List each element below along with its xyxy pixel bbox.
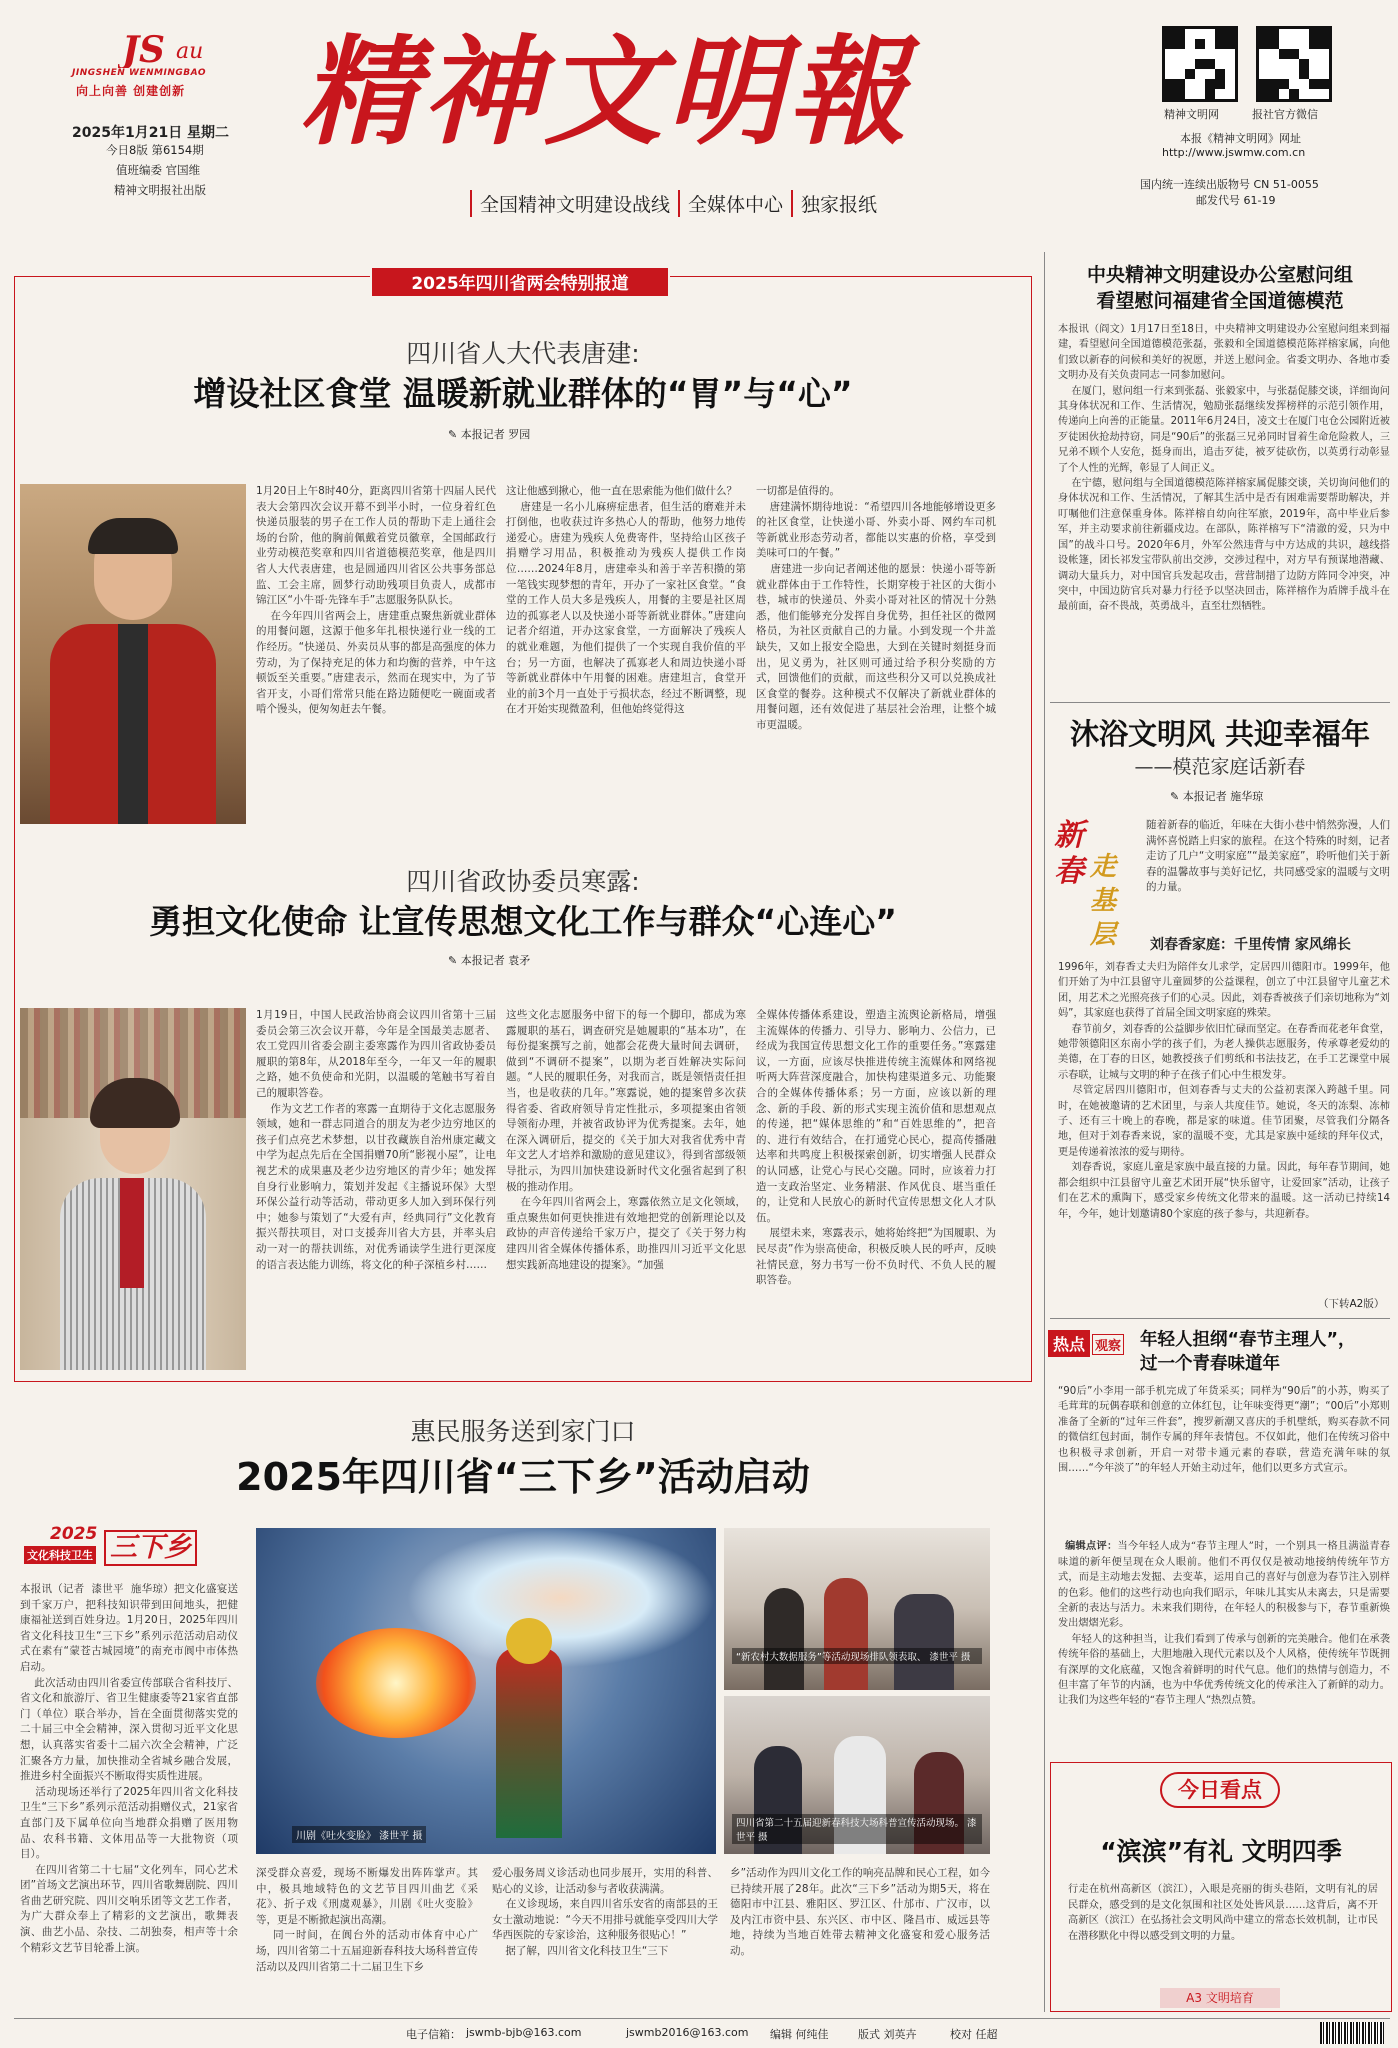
- footer-rule: [14, 2018, 1390, 2019]
- divider: [1050, 702, 1390, 703]
- email-label: 电子信箱：: [406, 2028, 461, 2041]
- logo-line2: 走基层: [1090, 852, 1117, 950]
- jump-note: （下转A2版）: [1318, 1298, 1385, 1310]
- masthead: [0, 0, 1398, 218]
- svg-text:au: au: [176, 39, 204, 64]
- article3-col1: 本报讯（记者 漆世平 施华琼）把文化盛宴送到千家万户，把科技知识带到田间地头，把健康福祉送到百姓身边。1月20日，2025年四川省文化科技卫生“三下乡”系列示范活动启动仪式在素有“蒙苍古城园境”的南充市阆中市体热启动。 此次活动由四川省委宣传部联合省科技厅、省文化和旅游厅、省卫生健康委等21家省直部门（单位）联合举办，旨在全面贯彻落实党的二十届三中全会精神，深入贯彻习近平文化思想，认真落实省委十二届六次全会精神，广泛汇聚各方力量，加快推动全省城乡融合发展，推进乡村全面振兴不断取得实质性进展。 活动现场还举行了2025年四川省文化科技卫生“三下乡”系列示范活动捐赠仪式，21家省直部门及下属单位向当地群众捐赠了医用物品、农科书籍、文体用品等一大批物资（项目）。 在四川省第二十七届“文化列车，同心艺术团”首场文艺演出环节，四川省歌舞剧院、四川省曲艺研究院、四川交响乐团等文艺工作者，为广大群众奉上了精彩的文艺演出，歌舞表演、曲艺小品、杂技、二胡独奏，相声等十余个精彩文艺节目轮番上演。: [20, 1583, 238, 1954]
- comment-label: 编辑点评：: [1065, 1540, 1118, 1553]
- article3-col3: 爱心服务周义诊活动也同步展开，实用的科普、贴心的义诊，让活动参与者收获满满。 在义诊现场，来自四川省乐安省的南部县的王女士激动地说：“今天不用排号就能享受四川大学华西医院的专家诊治，这种服务很贴心！” 据了解，四川省文化科技卫生“三下: [492, 1867, 718, 1957]
- logo-pinyin: JINGSHEN WENMINGBAO: [72, 68, 206, 78]
- article3-photo-main: [256, 1528, 716, 1854]
- right-top-headline: 中央精神文明建设办公室慰问组 看望慰问福建省全国道德模范: [1086, 264, 1353, 312]
- article2-kicker: 四川省政协委员寒露:: [406, 867, 640, 896]
- today-link[interactable]: A3 文明培育: [1160, 1988, 1280, 2008]
- article1-photo: [20, 484, 246, 824]
- right-hot-body: “90后”小李用一部手机完成了年货采买；同样为“90后”的小苏，购买了毛茸茸的玩偶春联和创意的立体红包，让年味变得更“潮”；“00后”小郑则准备了全新的“过年三件套”，搜罗新潮又喜庆的手机壁纸，购买春款不同的微信红包封面，制作专属的拜年表情包。不仅如此，他们在传统习俗中也积极寻求创新，开启一对带卡通元素的春联，营造充满年味的氛围……“今年淡了”的年轻人开始主动过年，他们以更多方式宣示。: [1058, 1386, 1390, 1475]
- article2-headline: 勇担文化使命 让宣传思想文化工作与群众“心连心”: [149, 902, 897, 941]
- email-1[interactable]: jswmb-bjb@163.com: [466, 2026, 582, 2039]
- right-hot-headline: 年轻人担纲“春节主理人”， 过一个青春味道年: [1140, 1330, 1356, 1374]
- article2-col1: 1月19日，中国人民政治协商会议四川省第十三届委员会第三次会议开幕，今年是全国最美志愿者、农工党四川省委会副主委寒露作为四川省政协委员履职的第8年，从2018年至今，一年又一年的履职之路，她不负使命和光阴，以温暖的笔触书写着自己的履职答卷。 作为文艺工作者的寒露一直期待于文化志愿服务领域，她和一群志同道合的朋友为老少边穷地区的孩子们点亮艺术梦想，以甘孜藏族自治州康定藏文中学为起点先后在全国捐赠70所“影视小屋”，让电视艺术的成果惠及老少边穷地区的青少年；她发挥自身行业影响力，策划并发起《主播说环保》大型环保公益行动等活动，带动更多人加入到环保行列中；她参与策划了“大爱有声，经典同行”文化教育振兴帮扶项目，对口支援奔川省大方县，并率头启动一对一的帮扶训练，对优秀诵读学生进行更深度的语言表达能力训练，将文化的种子深植乡村……: [256, 1009, 496, 1271]
- new-spring-logo: [1054, 818, 1142, 950]
- editor-on-duty: 值班编委 官国维: [116, 163, 201, 177]
- right-mid-body: 1996年，刘春香丈夫归为陪伴女儿求学，定居四川德阳市。1999年，他们开始了为中江县留守儿童圆梦的公益课程，创立了中江县留守儿童艺术团，用艺术之光照亮孩子们的心灵。因此，刘春香被孩子们亲切地称为“刘妈”，其家庭也获得了首届全国文明家庭的殊荣。 春节前夕，刘春香的公益脚步依旧忙碌而坚定。在春香而花老年食堂，她带领德阳区东南小学的孩子们，为老人操供志愿服务，传承尊老爱幼的美德，在丁春的日区，她教授孩子们剪纸和书法技艺，在手工艺课堂中展示春联，让城与文明的种子在孩子们心中生根发芽。 尽管定居四川德阳市，但刘春香与丈夫的公益初衷深入跨越千里。同时，在她被邀请的艺术团里，与亲人共度佳节。她说，冬天的冻梨、冻柿子、还有三十晚上的春晚，都是家的味道。佳节团聚，尽管我们分隔各地，但对于刘春香来说，家的温暖不变，尤其是家族中延续的拜年仪式，更是传递着浓浓的爱与期待。 刘春香说，家庭儿童是家族中最直接的力量。因此，每年春节期间，她都会组织中江县留守儿童艺术团开展“快乐留守，让爱回家”活动，让孩子们在艺术的熏陶下，感受家乡传统文化带来的温暖。这一活动已持续14年，今年，她计划邀请80个家庭的孩子参与，共迎新春。: [1058, 962, 1390, 1220]
- column-divider: [1044, 252, 1045, 2012]
- right-hot-comment: [1058, 1524, 1390, 1752]
- issue-date: 2025年1月21日 星期二: [72, 125, 230, 141]
- photo-caption-top: “新农村大数据服务”等活动现场排队领表取、 漆世平 摄: [732, 1648, 982, 1664]
- qr-code-icon: [1165, 29, 1235, 99]
- article1-col3: 一切都是值得的。 唐建满怀期待地说：“希望四川各地能够增设更多的社区食堂，让快递小哥、外卖小哥、网约车司机等新就业形态劳动者，都能以实惠的价格，享受到美味可口的午餐。” 唐建进一步向记者阐述他的愿景：快递小哥等新就业群体由于工作特性，长期穿梭于社区的大街小巷，城市的快递员、外卖小哥对社区的情况十分熟悉，他们能够充分发挥自身优势，担任社区的微网格员，为社区贡献自己的力量。小到发现一个井盖缺失，又如上报安全隐患，大到在关键时刻挺身而出，见义勇为，社区则可通过给予积分奖励的方式，回馈他们的贡献，而这些积分又可以兑换成社区食堂的餐券。这种模式不仅解决了新就业群体的用餐问题，还有效促进了基层社会治理，让整个城市更温暖。: [756, 485, 996, 731]
- email-2[interactable]: jswmb2016@163.com: [626, 2026, 749, 2039]
- article3-photo-bottom: [724, 1696, 990, 1854]
- footer-layout: 版式 刘英卉: [858, 2028, 917, 2041]
- sanxiaxiang-logo: [20, 1524, 200, 1570]
- today-label: 今日看点: [1160, 1772, 1280, 1808]
- issue-edition: 今日8版 第6154期: [106, 143, 204, 157]
- family-title: 刘春香家庭：千里传情 家风绵长: [1150, 937, 1351, 953]
- right-mid-headline: 沐浴文明风 共迎幸福年: [1069, 717, 1371, 751]
- article3-col2: 深受群众喜爱，现场不断爆发出阵阵掌声。其中，极具地域特色的文艺节目四川曲艺《采花》、折子戏《刑虞观暴》，川剧《吐火变脸》等，更是不断掀起演出高潮。 同一时间，在阆台外的活动市体育中心广场，四川省第二十五届迎新春科技大场科普宣传活动以及四川省第二十二届卫生下乡: [256, 1867, 478, 1973]
- article3-col4: 乡”活动作为四川文化工作的响亮品牌和民心工程，如今已持续开展了28年。此次“三下乡”活动为期5天，将在德阳市中江县、雅阳区、罗江区、什邡市、广汉市，以及内江市资中县、东兴区、市中区、隆昌市、威远县等地，持续为当地百姓带去精神文化盛宴和爱心服务活动。: [730, 1867, 990, 1957]
- svg-text:JS: JS: [122, 29, 166, 68]
- nav-item-exclusive[interactable]: 独家报纸: [791, 190, 885, 217]
- qr-code-wechat[interactable]: [1256, 26, 1332, 102]
- photo-caption-bottom: 四川省第二十五届迎新春科技大场科普宣传活动现场。 漆世平 摄: [732, 1814, 982, 1844]
- article3-kicker: 惠民服务送到家门口: [410, 1417, 636, 1446]
- logo-sub: 文化科技卫生: [24, 1546, 96, 1564]
- article1-col1: 1月20日上午8时40分，距离四川省第十四届人民代表大会第四次会议开幕不到半小时，一位身着红色快递员服装的男子在工作人员的帮助下走上通往会场的台阶，他的胸前佩戴着党员徽章，全国邮政行业劳动模范奖章和四川省道德模范奖章，他是四川省人大代表唐建，也是圆通四川省区公共事务部总监、工会主席，圆梦行动助残项目负责人，成都市锦江区“小牛哥·先锋车手”志愿服务队队长。 在今年四川省两会上，唐建重点聚焦新就业群体的用餐问题，这源于他多年扎根快递行业一线的工作经历。“快递员、外卖员从事的都是高强度的体力劳动，为了保持充足的体力和均衡的营养，中午这顿饭至关重要。”唐建表示，然而在现实中，为了节省开支，小哥们常常只能在路边随便吃一碗面或者啃个馒头，便匆匆赶去午餐。: [256, 485, 496, 716]
- hot-badge: [1048, 1330, 1132, 1360]
- newspaper-logo: [72, 28, 262, 104]
- article1-col2: 这让他感到揪心，他一直在思索能为他们做什么？ 唐建是一名小儿麻痹症患者，但生活的磨难并未打倒他，也收获过许多热心人的帮助，他努力地传递爱心。唐建为残疾人免费寄件，坚持给山区孩子捐赠学习用品，积极推动为残疾人提供工作岗位……2024年8月，唐建牵头和善于辛苦积攒的第一笔钱实现梦想的青年，开办了一家社区食堂。“食堂的工作人员大多是残疾人，用餐的主要是社区周边的孤寡老人以及快递小哥等新就业群体。”唐建向记者介绍道，开办这家食堂，一方面解决了残疾人的就业难题，为他们提供了一个实现自我价值的平台；另一方面，也解决了孤寡老人和周边快递小哥等新就业群体中午用餐的困难。唐建坦言，食堂开业的前3个月一直处于亏损状态，经过不断调整，现在才开始实现微盈利，但他始终觉得这: [506, 485, 746, 716]
- article2-photo: [20, 1008, 246, 1370]
- divider: [1050, 1318, 1390, 1319]
- pen-icon: ✎: [448, 954, 458, 967]
- hot-badge-2: 观察: [1092, 1334, 1124, 1355]
- footer: [0, 2026, 1398, 2042]
- publisher: 精神文明报社出版: [114, 183, 206, 197]
- cn-number: 国内统一连续出版物号 CN 51-0055: [1140, 178, 1319, 191]
- logo-slogan: 向上向善 创建创新: [76, 84, 186, 98]
- right-top-body: 本报讯（阎文）1月17日至18日，中央精神文明建设办公室慰问组来到福建，看望慰问全国道德模范张磊，张毅和全国道德模范陈祥榕家属，向他们致以新春的问候和美好的祝愿，并送上慰问金。省委文明办、各地市委文明办及有关负责同志一同参加慰问。 在厦门，慰问组一行来到张磊、张毅家中，与张磊促膝交谈，详细询问其身体状况和工作、生活情况，勉励张磊继续发挥榜样的示范引领作用，传递向上向善的正能量。2011年6月24日，凌文士在厦门屯仓公园附近被歹徒困伙抢劫持窃，同是“90后”的张磊三兄弟同时冒着生命危险救人，三兄弟不顾个人安危，挺身而出，追击歹徒，被歹徒砍伤，以英勇行动彰显了个人性的光辉，彰显了人间正义。 在宁德，慰问组与全国道德模范陈祥榕家属促膝交谈，关切询问他们的身体状况和工作、生活情况，了解其生活中是否有困难需要帮助解决，并叮嘱他们注意保重身体。陈祥榕自幼向往军旅，2019年，高中毕业后参军，并主动要求前往新疆戍边。在部队，陈祥榕写下“清澈的爱，只为中国”的战斗口号。2020年6月，外军公然违背与中方达成的共识，越线搭设帐篷，团长祁发宝带队前出交涉，交涉过程中，对方早有预谋地潜藏、调动大量兵力，对中国官兵发起攻击，营营制措了边防方阵同令冲突，冲突中，中国边防官兵对暴力行径予以坚决回击，陈祥榕作为盾牌手战斗在最前面，奋不畏战，英勇战斗，直至壮烈牺牲。: [1058, 324, 1390, 613]
- pen-icon: ✎: [448, 428, 458, 441]
- article3-photo-top: [724, 1528, 990, 1690]
- comment-text: 当今年轻人成为“春节主理人”时，一个别具一格且满溢青春味道的新年便呈现在众人眼前。他们不再仅仅是被动地接纳传统年节方式，而是主动地去发掘、去变革，运用自己的喜好与创意为春节注入别样的色彩。他们的这些行动也向我们昭示，年味儿其实从未离去，只是需要全新的表达与活力。未来我们期待，在年轻人的积极参与下，春节重新焕发出熠熠光彩。 年轻人的这种担当，让我们看到了传承与创新的完美融合。他们在承袭传统年俗的基础上，大胆地融入现代元素以及个人风格，使传统年节既拥有深厚的文化底蕴，又饱含着鲜明的时代气息。他们的热情与创造力，不但丰富了年节的内涵，也为中华优秀传统文化的传承注入了新鲜的动力。让我们为这些年轻的“春节主理人”热烈点赞。: [1058, 1541, 1390, 1707]
- right-mid-byline: ✎ 本报记者 施华琼: [1170, 790, 1264, 803]
- site-label: 本报《精神文明网》网址: [1180, 132, 1301, 145]
- site-url[interactable]: http://www.jswmw.com.cn: [1162, 146, 1306, 159]
- article1-headline: 增设社区食堂 温暖新就业群体的“胃”与“心”: [193, 374, 853, 413]
- logo-line1: 新春: [1054, 818, 1084, 889]
- photo-caption-main: 川剧《吐火变脸》 漆世平 摄: [292, 1826, 426, 1843]
- article2-col2: 这些文化志愿服务中留下的每一个脚印，都成为寒露履职的基石，调查研究是她履职的“基本功”，在每份提案撰写之前，她都会花费大量时间去调研，做到“不调研不提案”，以期为老百姓解决实际问题。“人民的履职任务，对我而言，既是领悟责任担当，也是收获的几年。”寒露说，她的提案曾多次获得省委、省政府领导肯定性批示，多项提案由省领导领衔办理，并被省政协评为优秀提案。去年，她在深入调研后，提交的《关于加大对我省优秀中青年文艺人才培养和激励的意见建议》，得到省部级领导批示，为四川加快建设新时代文化强省起到了积极的推动作用。 在今年四川省两会上，寒露依然立足文化领域，重点聚焦如何更快推进有效地把党的创新理论以及政协的声音传递给千家万户，提交了《关于努力构建四川省全媒体传播体系，助推四川习近平文化思想实践新高地建设的提案》。“加强: [506, 1009, 746, 1271]
- footer-proof: 校对 任超: [950, 2028, 998, 2041]
- article1-kicker: 四川省人大代表唐建:: [406, 339, 640, 368]
- barcode: [1320, 2022, 1384, 2044]
- today-headline: “滨滨”有礼 文明四季: [1100, 1837, 1342, 1866]
- masthead-nav: [470, 190, 885, 217]
- special-banner: 2025年四川省两会特别报道: [370, 266, 670, 298]
- qr2-label: 报社官方微信: [1252, 108, 1318, 121]
- qr-code-website[interactable]: [1162, 26, 1238, 102]
- logo-year: 2025: [50, 1524, 98, 1544]
- newspaper-title: 精神文明報: [300, 22, 911, 161]
- hot-badge-1: 热点: [1048, 1330, 1090, 1357]
- right-mid-subhead: ——模范家庭话新春: [1134, 756, 1306, 778]
- nav-item-media[interactable]: 全媒体中心: [678, 190, 791, 217]
- nav-item-network[interactable]: 全国精神文明建设战线: [470, 190, 678, 217]
- today-body: 行走在杭州高新区（滨江），入眼是亮丽的街头巷陌，文明有礼的居民群众，感受到的是文化氛围和社区处处皆风景……这背后，离不开高新区（滨江）在弘扬社会文明风尚中建立的常态长效机制，让市民在潜移默化中得以感受到文明的力量。: [1068, 1884, 1378, 1942]
- footer-editor: 编辑 何纯佳: [770, 2028, 829, 2041]
- postal-code: 邮发代号 61-19: [1196, 194, 1276, 207]
- right-mid-intro: 随着新春的临近，年味在大街小巷中悄然弥漫，人们满怀喜悦踏上归家的旅程。在这个特殊的时刻，记者走访了几户“文明家庭”“最美家庭”，聆听他们关于新春的温馨故事与美好记忆，共同感受家的温暖与文明的力量。: [1146, 819, 1390, 894]
- article2-col3: 全媒体传播体系建设，塑造主流舆论新格局，增强主流媒体的传播力、引导力、影响力、公信力，已经成为我国宣传思想文化工作的重要任务。”寒露建议，一方面，应该尽快推进传统主流媒体和网络视听两大阵营深度融合，加快构建渠道多元、功能聚合的全媒体传播体系；另一方面，应该以新的理念、新的手段、新的形式实现主流价值和思想观点的传递，把“媒体思维的”和“百姓思维的”，把音的、进行有效结合，在打通党心民心，提高传播融达率和共鸣度上积极探索创新，切实增强人民群众的认同感，让党心与民心交融。同时，应该着力打造一支政治坚定、业务精湛、作风优良、堪当重任的，让党和人民放心的新时代宣传思想文化人才队伍。 展望未来，寒露表示，她将始终把“为国履职、为民尽责”作为崇高使命，积极反映人民的呼声，反映社情民意，努力书写一份不负时代、不负人民的履职答卷。: [756, 1009, 996, 1287]
- article1-byline: ✎ 本报记者 罗园: [448, 428, 531, 441]
- logo-emblem-icon: [118, 28, 248, 68]
- pen-icon: ✎: [1170, 790, 1180, 803]
- qr-code-icon: [1259, 29, 1329, 99]
- article2-byline: ✎ 本报记者 袁矛: [448, 954, 531, 967]
- logo-main: 三下乡: [104, 1530, 197, 1566]
- article3-headline: 2025年四川省“三下乡”活动启动: [236, 1455, 810, 1499]
- qr1-label: 精神文明网: [1164, 108, 1219, 121]
